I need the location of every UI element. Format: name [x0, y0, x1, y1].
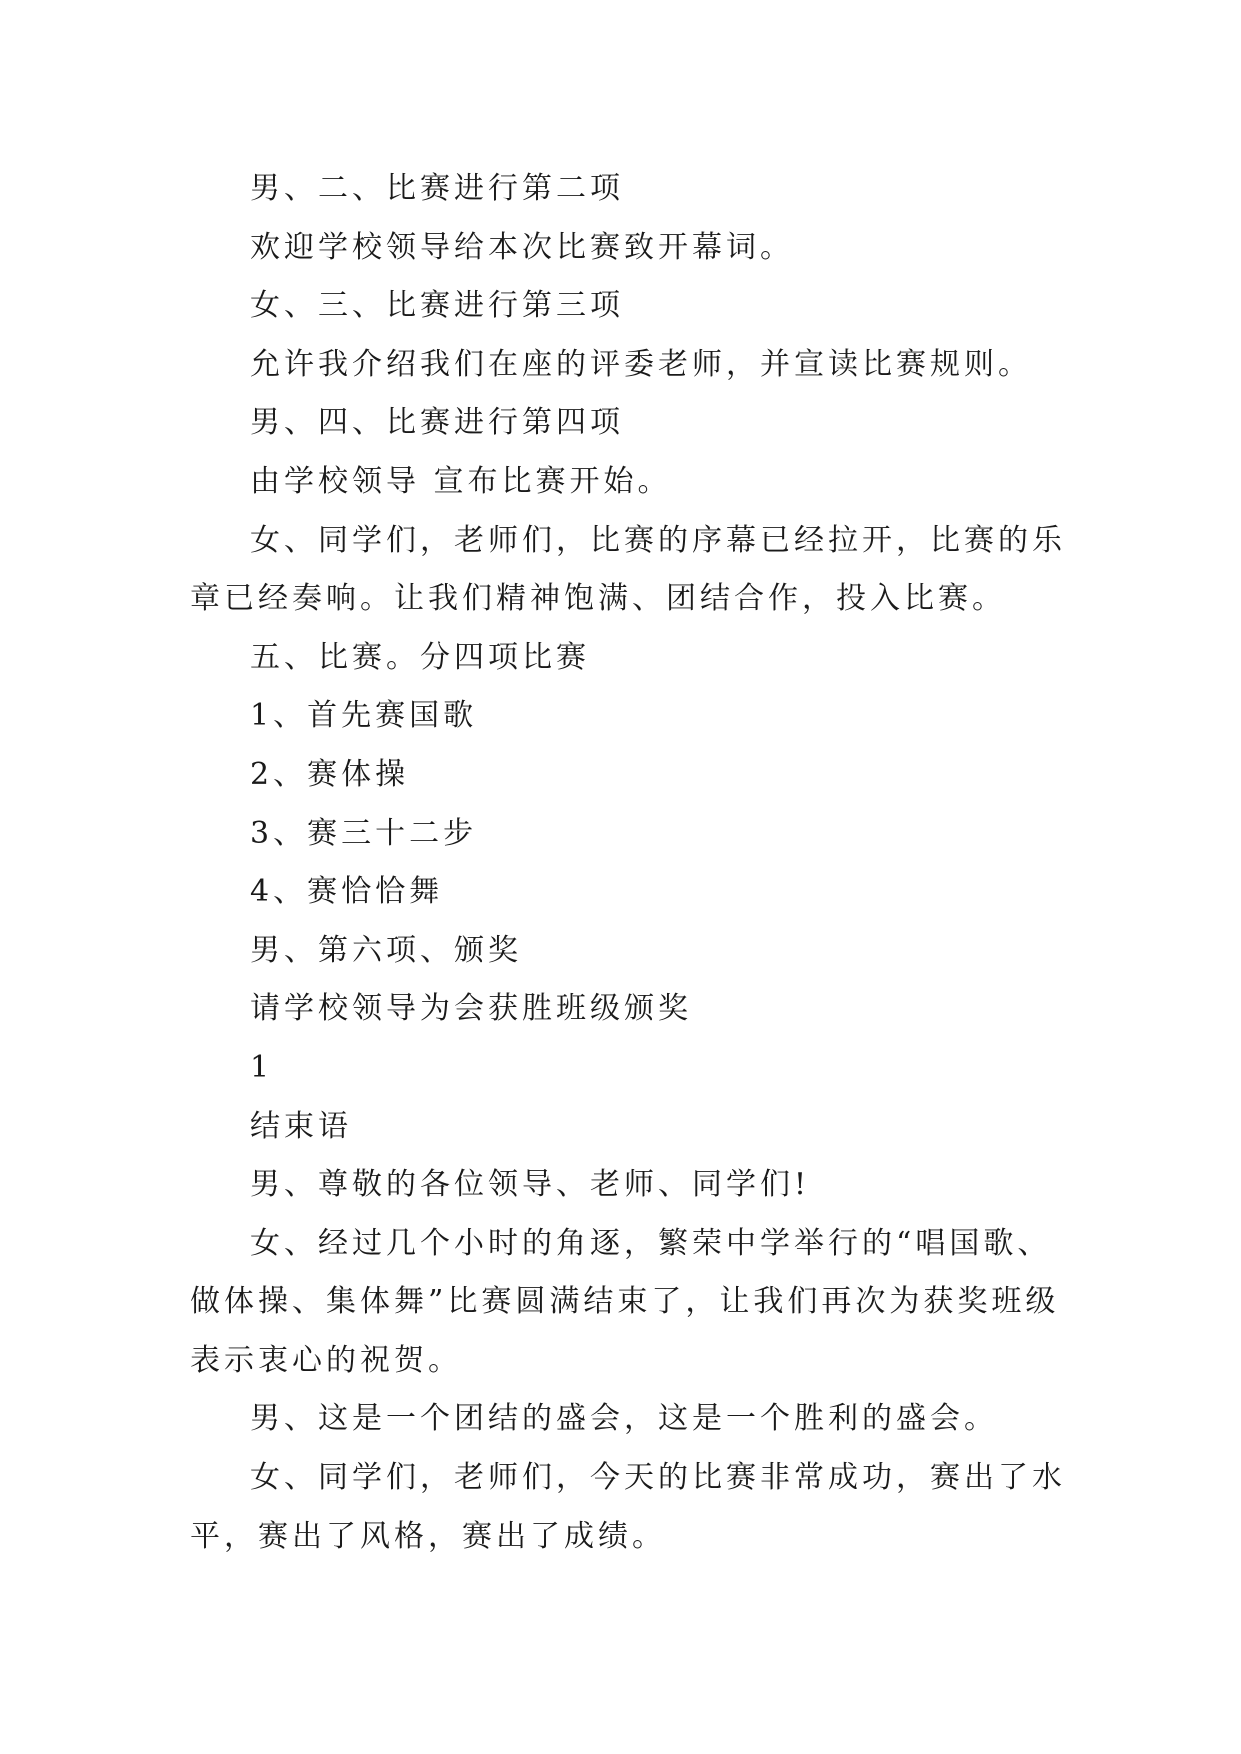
document-body	[190, 160, 1070, 1566]
paragraph: 女、三、比赛进行第三项	[250, 288, 624, 324]
paragraph: 五、比赛。分四项比赛	[250, 639, 590, 675]
paragraph: 男、这是一个团结的盛会，这是一个胜利的盛会。	[250, 1401, 998, 1437]
list-item: 1、首先赛国歌	[250, 698, 478, 734]
paragraph: 请学校领导为会获胜班级颁奖	[250, 991, 692, 1027]
list-item: 2、赛体操	[250, 756, 410, 792]
list-item: 4、赛恰恰舞	[250, 874, 444, 910]
paragraph: 女、经过几个小时的角逐，繁荣中学举行的“唱国歌、做体操、集体舞”比赛圆满结束了，让我们再次为获奖班级表示衷心的祝贺。	[190, 1225, 1060, 1378]
paragraph: 男、四、比赛进行第四项	[250, 405, 624, 441]
section-heading: 结束语	[250, 1108, 352, 1144]
paragraph: 男、尊敬的各位领导、老师、同学们!	[250, 1167, 811, 1203]
page-number: 1	[250, 1049, 274, 1085]
paragraph: 允许我介绍我们在座的评委老师，并宣读比赛规则。	[250, 346, 1032, 382]
paragraph: 由学校领导 宣布比赛开始。	[250, 463, 672, 499]
list-item: 3、赛三十二步	[250, 815, 478, 851]
paragraph: 女、同学们，老师们，比赛的序幕已经拉开，比赛的乐章已经奏响。让我们精神饱满、团结合作，投入比赛。	[190, 522, 1066, 617]
paragraph: 女、同学们，老师们，今天的比赛非常成功，赛出了水平，赛出了风格，赛出了成绩。	[190, 1460, 1066, 1554]
paragraph: 欢迎学校领导给本次比赛致开幕词。	[250, 229, 794, 265]
paragraph: 男、第六项、颁奖	[250, 932, 522, 968]
paragraph: 男、二、比赛进行第二项	[250, 171, 624, 206]
